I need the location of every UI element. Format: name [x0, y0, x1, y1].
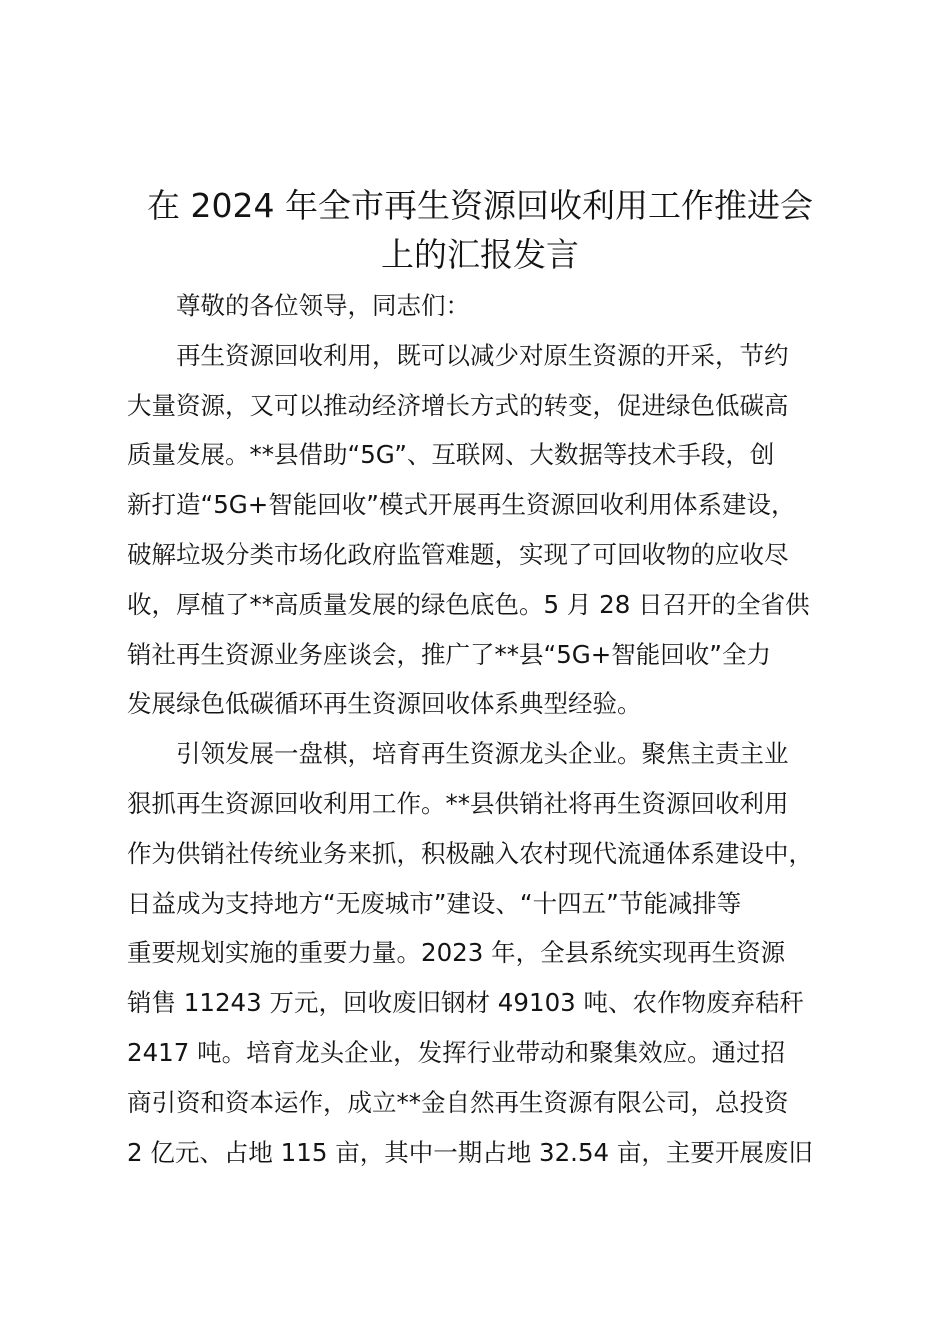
- salutation: 尊敬的各位领导，同志们：: [176, 291, 470, 320]
- paragraph-line: 销社再生资源业务座谈会，推广了**县“5G+智能回收”全力: [127, 639, 771, 669]
- paragraph-line: 破解垃圾分类市场化政府监管难题，实现了可回收物的应收尽: [127, 539, 789, 569]
- paragraph-line: 收，厚植了**高质量发展的绿色底色。5 月 28 日召开的全省供: [127, 589, 810, 619]
- paragraph-1: [127, 331, 854, 729]
- paragraph-line: 2 亿元、占地 115 亩，其中一期占地 32.54 亩，主要开展废旧: [127, 1137, 813, 1167]
- document-title: [100, 181, 860, 279]
- paragraph-line: 狠抓再生资源回收利用工作。**县供销社将再生资源回收利用: [127, 788, 789, 818]
- document-body: [127, 281, 854, 1177]
- paragraph-line: 新打造“5G+智能回收”模式开展再生资源回收利用体系建设，: [127, 490, 796, 520]
- paragraph-2: [127, 729, 854, 1177]
- title-line-1: 在 2024 年全市再生资源回收利用工作推进会: [147, 186, 813, 225]
- paragraph-line: 再生资源回收利用，既可以减少对原生资源的开采，节约: [176, 340, 789, 370]
- paragraph-line: 大量资源，又可以推动经济增长方式的转变，促进绿色低碳高: [127, 390, 789, 420]
- paragraph-line: 日益成为支持地方“无废城市”建设、“十四五”节能减排等: [127, 888, 742, 918]
- paragraph-line: 重要规划实施的重要力量。2023 年，全县系统实现再生资源: [127, 938, 786, 968]
- paragraph-line: 引领发展一盘棋，培育再生资源龙头企业。聚焦主责主业: [176, 739, 789, 769]
- paragraph-line: 2417 吨。培育龙头企业，发挥行业带动和聚集效应。通过招: [127, 1037, 786, 1067]
- paragraph-line: 发展绿色低碳循环再生资源回收体系典型经验。: [127, 689, 642, 719]
- paragraph-line: 销售 11243 万元，回收废旧钢材 49103 吨、农作物废弃秸秆: [127, 988, 805, 1018]
- paragraph-line: 作为供销社传统业务来抓，积极融入农村现代流通体系建设中，: [127, 838, 813, 868]
- title-line-2: 上的汇报发言: [381, 235, 579, 274]
- paragraph-line: 质量发展。**县借助“5G”、互联网、大数据等技术手段，创: [127, 440, 775, 470]
- paragraph-line: 商引资和资本运作，成立**金自然再生资源有限公司，总投资: [127, 1087, 789, 1117]
